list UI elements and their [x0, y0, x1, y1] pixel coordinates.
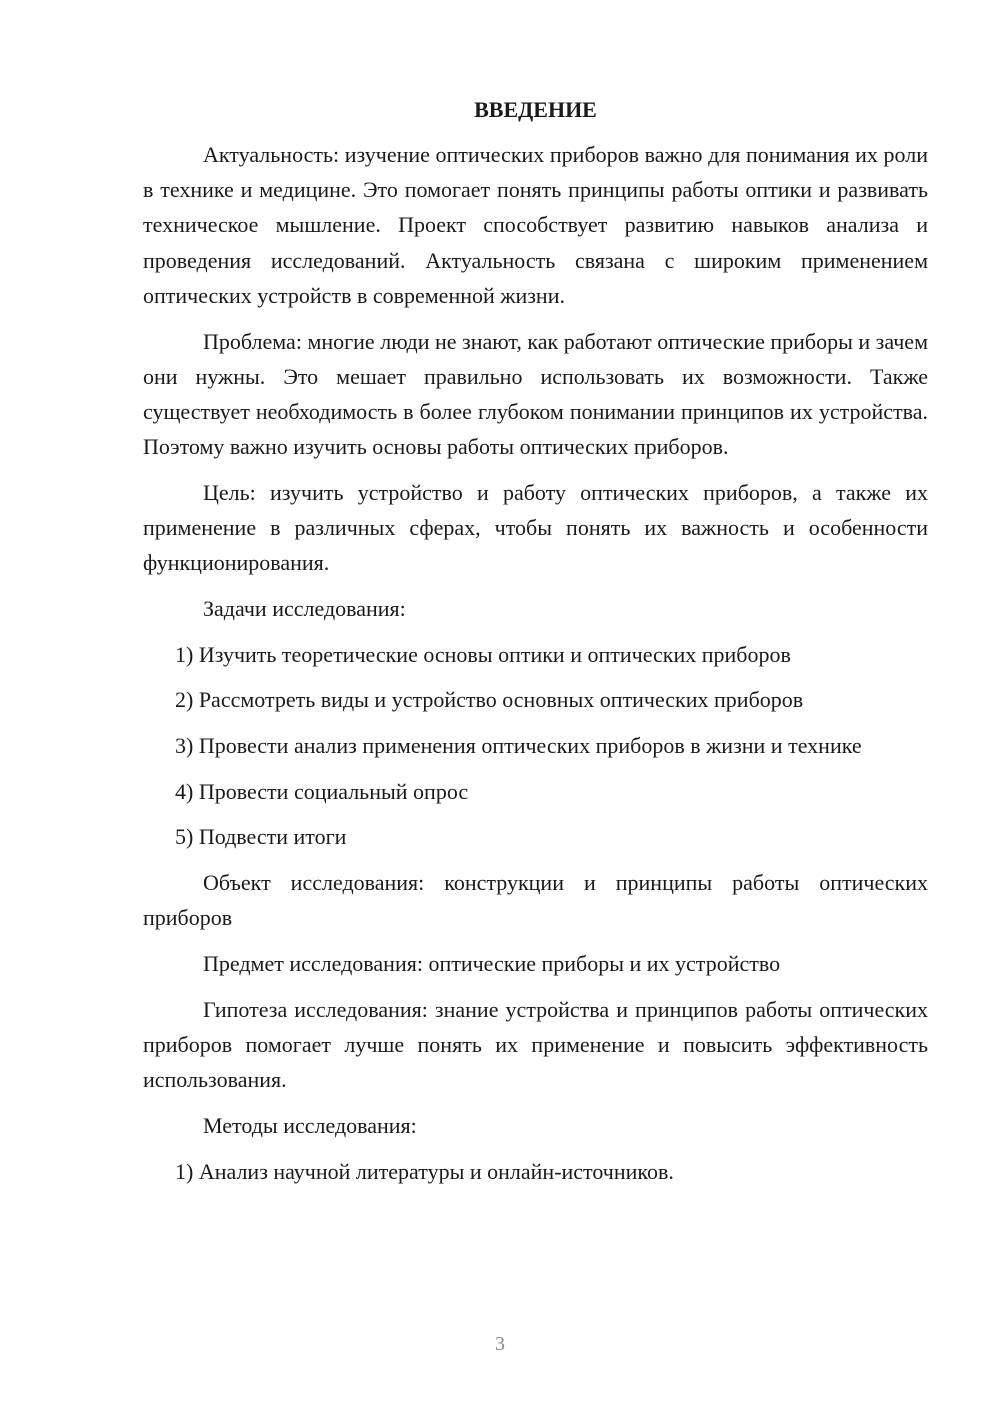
- methods-heading: Методы исследования:: [203, 1112, 417, 1138]
- relevance-paragraph: Актуальность: изучение оптических приборов важно для понимания их роли в технике и медицине. Это помогает понять принципы работы оптики и развивать техническое мышление. Проект способствует развитию навыков анализа и проведения исследований. Актуальность связана с широким применением оптических устройств в современной жизни.: [143, 142, 928, 308]
- document-page: [143, 92, 928, 1199]
- task-item: 1) Изучить теоретические основы оптики и оптических приборов: [175, 641, 791, 667]
- problem-paragraph: Проблема: многие люди не знают, как работают оптические приборы и зачем они нужны. Это мешает правильно использовать их возможности. Также существует необходимость в более глубоком понимании принципов их устройства. Поэтому важно изучить основы работы оптических приборов.: [143, 328, 928, 460]
- tasks-heading: Задачи исследования:: [203, 595, 406, 621]
- task-item: 5) Подвести итоги: [175, 824, 347, 850]
- page-number: 3: [495, 1333, 505, 1355]
- task-item: 3) Провести анализ применения оптических приборов в жизни и технике: [175, 733, 862, 759]
- goal-paragraph: Цель: изучить устройство и работу оптических приборов, а также их применение в различных сферах, чтобы понять их важность и особенности функционирования.: [143, 479, 928, 576]
- object-paragraph: Объект исследования: конструкции и принципы работы оптических приборов: [143, 870, 928, 931]
- section-title: ВВЕДЕНИЕ: [474, 97, 597, 122]
- task-item: 4) Провести социальный опрос: [175, 778, 469, 804]
- method-item: 1) Анализ научной литературы и онлайн-источников.: [175, 1158, 674, 1184]
- hypothesis-paragraph: Гипотеза исследования: знание устройства и принципов работы оптических приборов помогает лучше понять их применение и повысить эффективность использования.: [143, 996, 928, 1093]
- subject-paragraph: Предмет исследования: оптические приборы и их устройство: [203, 951, 781, 977]
- task-item: 2) Рассмотреть виды и устройство основных оптических приборов: [175, 687, 804, 713]
